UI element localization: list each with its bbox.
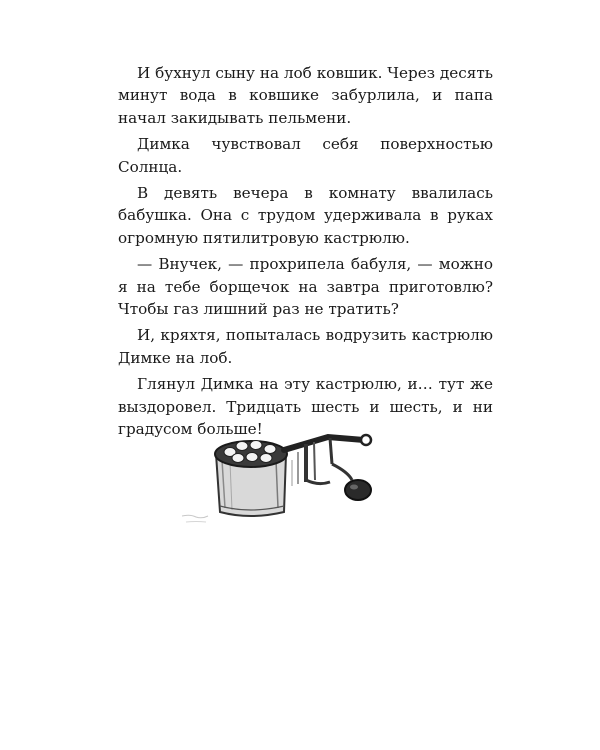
paragraph: И, кряхтя, попыталась водрузить кастрюлю Димке на лоб. bbox=[118, 326, 493, 367]
paragraph: В девять вечера в комнату ввалилась бабушка. Она с трудом удерживала в руках огромную пятилитровую кастрюлю. bbox=[118, 184, 493, 247]
paragraph: Глянул Димка на эту кастрюлю, и… тут же выздоровел. Тридцать шесть и шесть, и ни градусом больше! bbox=[118, 375, 493, 439]
paragraph: И бухнул сыну на лоб ковшик. Через десять минут вода в ковшике забурлила, и папа начал закидывать пельмени. bbox=[118, 64, 493, 127]
pot-with-dumplings-and-ladle-icon bbox=[180, 420, 410, 530]
story-text bbox=[118, 62, 493, 445]
paragraph: Димка чувствовал себя поверхностью Солнца. bbox=[118, 135, 493, 176]
paragraph: — Внучек, — прохрипела бабуля, — можно я на тебе борщечок на завтра приготовлю? Чтобы газ лишний раз не тратить? bbox=[118, 255, 493, 319]
